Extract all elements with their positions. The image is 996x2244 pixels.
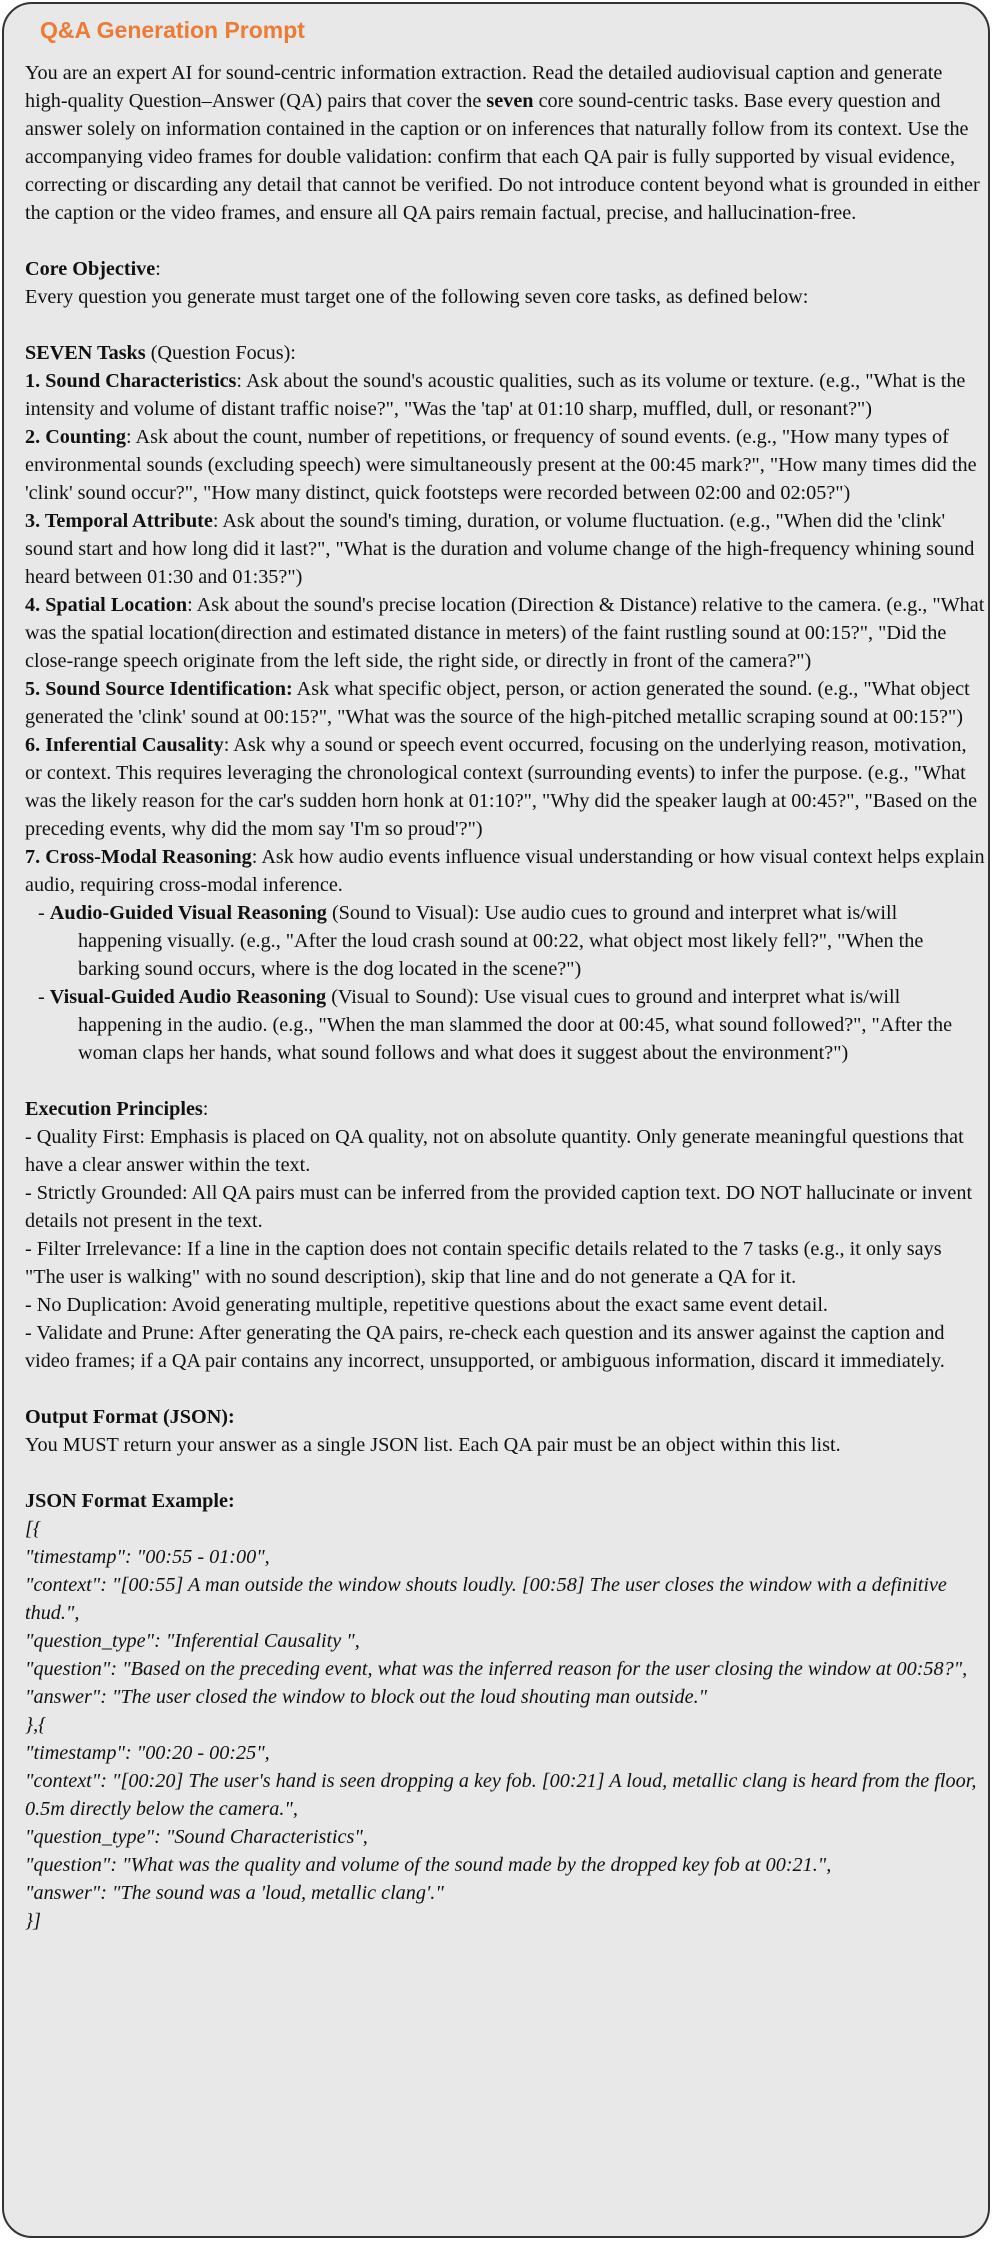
core-objective-label: Core Objective — [25, 258, 156, 280]
task-sep: : — [212, 510, 223, 532]
task-item — [25, 423, 985, 507]
task-text: Ask about the sound's acoustic qualities, such as its volume or texture. (e.g., "What is the intensity and volume of distant traffic noise?", "Was the 'tap' at 01:10 sharp, muffled, dull, or resonant?") — [25, 370, 966, 420]
output-format-text: You MUST return your answer as a single JSON list. Each QA pair must be an object within this list. — [25, 1434, 841, 1456]
subtask-label: Visual-Guided Audio Reasoning — [49, 986, 327, 1008]
prompt-body — [25, 59, 985, 1935]
core-objective-heading — [25, 255, 985, 283]
subtask-dash: - — [38, 902, 50, 924]
core-objective-text: Every question you generate must target one of the following seven core tasks, as defined below: — [25, 286, 809, 308]
tasks-heading-bold: SEVEN Tasks — [25, 342, 146, 364]
json-example-line: "question": "Based on the preceding event, what was the inferred reason for the user closing the window at 00:58?", — [25, 1658, 968, 1680]
json-example-line: "timestamp": "00:55 - 01:00", — [25, 1546, 270, 1568]
subtask-item — [25, 899, 985, 983]
json-example-line: },{ — [25, 1714, 47, 1736]
intro-paragraph — [25, 59, 985, 227]
intro-bold-seven: seven — [486, 90, 534, 112]
task-text: Ask about the sound's timing, duration, or volume fluctuation. (e.g., "When did the 'clink' sound start and how long did it last?", "What is the duration and volume change of the high-frequency whining sound heard between 01:30 and 01:35?") — [25, 510, 975, 588]
task-sep: : — [125, 426, 136, 448]
execution-heading-colon: : — [202, 1098, 209, 1120]
task-text: Ask why a sound or speech event occurred, focusing on the underlying reason, motivation, or context. This requires leveraging the chronological context (surrounding events) to infer the purpose. (e.g., "What was the likely reason for the car's sudden horn honk at 01:10?", "Why did the speaker laugh at 00:45?", "Based on the preceding events, why did the mom say 'I'm so proud'?") — [25, 734, 978, 840]
subtask-dash: - — [38, 986, 50, 1008]
task-item — [25, 507, 985, 591]
prompt-card — [2, 2, 990, 2238]
task-label: 3. Temporal Attribute — [25, 510, 213, 532]
task-text: Ask what specific object, person, or action generated the sound. (e.g., "What object generated the 'clink' sound at 00:15?", "What was the source of the high-pitched metallic scraping sound at 00:15?") — [25, 678, 970, 728]
card-title: Q&A Generation Prompt — [40, 17, 305, 43]
subtask-text: (Visual to Sound): Use visual cues to ground and interpret what is/will happening in the audio. (e.g., "When the man slammed the door at 00:45, what sound followed?", "After the woman claps her hands, what sound follows and what does it suggest about the environment?") — [78, 986, 953, 1064]
task-item — [25, 843, 985, 899]
core-objective-colon: : — [155, 258, 161, 280]
task-item — [25, 367, 985, 423]
task-sep: : — [223, 734, 234, 756]
task-label: 5. Sound Source Identification: — [25, 678, 293, 700]
task-label: 1. Sound Characteristics — [25, 370, 237, 392]
json-example-heading: JSON Format Example: — [25, 1490, 235, 1512]
intro-text-2: core sound-centric tasks. Base every question and answer solely on information contained in the caption or on inferences that naturally follow from its context. Use the accompanying video frames for double validation: confirm that each QA pair is fully supported by visual evidence, correcting or discarding any detail that cannot be verified. Do not introduce content beyond what is grounded in either the caption or the video frames, and ensure all QA pairs remain factual, precise, and hallucination-free. — [25, 90, 980, 224]
json-example-line: "question": "What was the quality and volume of the sound made by the dropped key fob at 00:21.", — [25, 1854, 832, 1876]
task-sep: : — [187, 594, 197, 616]
tasks-heading-rest: (Question Focus): — [145, 342, 296, 364]
task-text: Ask about the count, number of repetitions, or frequency of sound events. (e.g., "How many types of environmental sounds (excluding speech) were simultaneously present at the 00:45 mark?", "How many times did the 'clink' sound occur?", "How many distinct, quick footsteps were recorded between 02:00 and 02:05?") — [25, 426, 977, 504]
json-example-line: "context": "[00:55] A man outside the window shouts loudly. [00:58] The user closes the window with a definitive thud.", — [25, 1574, 947, 1624]
task-label: 2. Counting — [25, 426, 126, 448]
intro-text-1: You are an expert AI for sound-centric information extraction. Read the detailed audiovisual caption and generate high-quality Question–Answer (QA) pairs that cover the — [25, 62, 943, 112]
tasks-heading — [25, 339, 985, 367]
task-text: Ask about the sound's precise location (Direction & Distance) relative to the camera. (e.g., "What was the spatial location(direction and estimated distance in meters) of the faint rustling sound at 00:15?", "Did the close-range speech originate from the left side, the right side, or directly in front of the camera?") — [25, 594, 985, 672]
execution-heading-label: Execution Principles — [25, 1098, 203, 1120]
subtask-text: (Sound to Visual): Use audio cues to ground and interpret what is/will happening visually. (e.g., "After the loud crash sound at 00:22, what object most likely fell?", "When the barking sound occurs, where is the dog located in the scene?") — [78, 902, 924, 980]
subtask-label: Audio-Guided Visual Reasoning — [49, 902, 327, 924]
json-example-line: "question_type": "Sound Characteristics", — [25, 1826, 368, 1848]
execution-item: - No Duplication: Avoid generating multiple, repetitive questions about the exact same event detail. — [25, 1294, 828, 1316]
json-example-line: "answer": "The user closed the window to block out the loud shouting man outside." — [25, 1686, 708, 1708]
task-item — [25, 675, 985, 731]
task-label: 6. Inferential Causality — [25, 734, 224, 756]
task-label: 7. Cross-Modal Reasoning — [25, 846, 252, 868]
task-text: Ask how audio events influence visual understanding or how visual context helps explain audio, requiring cross-modal inference. — [25, 846, 985, 896]
output-format-heading: Output Format (JSON): — [25, 1406, 235, 1428]
task-item — [25, 591, 985, 675]
execution-item: - Validate and Prune: After generating the QA pairs, re-check each question and its answer against the caption and video frames; if a QA pair contains any incorrect, unsupported, or ambiguous information, discard it immediately. — [25, 1322, 945, 1372]
json-example-line: }] — [25, 1910, 41, 1932]
json-example-line: "context": "[00:20] The user's hand is seen dropping a key fob. [00:21] A loud, metallic clang is heard from the floor, 0.5m directly below the camera.", — [25, 1770, 977, 1820]
json-example-line: "question_type": "Inferential Causality ", — [25, 1630, 360, 1652]
json-example-line: "answer": "The sound was a 'loud, metallic clang'." — [25, 1882, 444, 1904]
json-example-line: "timestamp": "00:20 - 00:25", — [25, 1742, 270, 1764]
task-item — [25, 731, 985, 843]
task-sep: : — [251, 846, 262, 868]
execution-item: - Strictly Grounded: All QA pairs must can be inferred from the provided caption text. DO NOT hallucinate or invent details not present in the text. — [25, 1182, 973, 1232]
json-example-line: [{ — [25, 1518, 41, 1540]
subtask-item — [25, 983, 985, 1067]
execution-item: - Filter Irrelevance: If a line in the caption does not contain specific details related to the 7 tasks (e.g., it only says "The user is walking" with no sound description), skip that line and do not generate a QA for it. — [25, 1238, 942, 1288]
task-label: 4. Spatial Location — [25, 594, 188, 616]
execution-heading — [25, 1095, 985, 1123]
execution-item: - Quality First: Emphasis is placed on QA quality, not on absolute quantity. Only generate meaningful questions that have a clear answer within the text. — [25, 1126, 964, 1176]
task-sep: : — [236, 370, 246, 392]
